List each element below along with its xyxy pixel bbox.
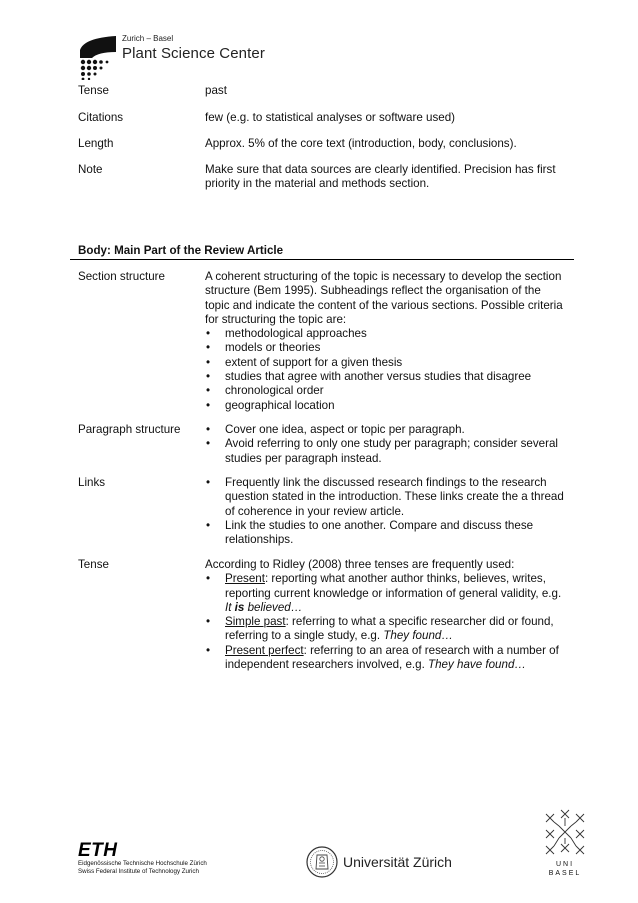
row-label: Tense xyxy=(78,84,109,97)
tense-term-simple-past: Simple past xyxy=(225,615,286,629)
row-content xyxy=(205,558,565,672)
tense-term-present: Present xyxy=(225,572,265,586)
bullet-icon: • xyxy=(206,384,211,398)
unibasel-logo xyxy=(542,808,592,878)
row-label: Section structure xyxy=(78,270,165,283)
list-item: • Present perfect: referring to an area of research with a number of independent researchers involved, e.g. They have found… xyxy=(206,643,559,672)
row-text: Make sure that data sources are clearly identified. Precision has first priority in the material and methods section. xyxy=(205,163,556,191)
psc-header-logo xyxy=(78,20,278,80)
bullet-icon: • xyxy=(206,327,211,341)
list-item: • Cover one idea, aspect or topic per paragraph. xyxy=(206,423,465,436)
tense-term-present-perfect: Present perfect xyxy=(225,643,304,657)
uzh-seal-icon xyxy=(306,846,338,878)
list-item: • geographical location xyxy=(206,398,335,412)
row-content xyxy=(205,270,565,413)
bullet-icon: • xyxy=(206,398,211,412)
list-item: • studies that agree with another versus studies that disagree xyxy=(206,370,532,384)
uzh-logo xyxy=(306,846,466,878)
row-label: Note xyxy=(78,163,103,176)
bullet-icon: • xyxy=(206,355,211,369)
psc-subtitle: Zurich – Basel xyxy=(122,34,174,43)
row-label: Length xyxy=(78,137,114,150)
eth-line-en: Swiss Federal Institute of Technology Zurich xyxy=(78,868,199,875)
row-label: Tense xyxy=(78,558,109,571)
row-content xyxy=(205,476,565,547)
eth-wordmark: ETH xyxy=(78,840,118,861)
row-text: few (e.g. to statistical analyses or software used) xyxy=(205,111,456,124)
list-item: • Link the studies to one another. Compare and discuss these relationships. xyxy=(206,518,534,547)
list-item: • Simple past: referring to what a specific researcher did or found, referring to a single study, e.g. They found… xyxy=(206,615,554,643)
bullet-icon: • xyxy=(206,341,211,355)
section-structure-intro: A coherent structuring of the topic is necessary to develop the section structure (Bem 1995). Subheadings reflect the organisation of the topic and indicate the content of the various sections. Possible criteria for structuring the topic are: xyxy=(205,270,563,326)
bullet-icon: • xyxy=(206,437,211,451)
bullet-icon: • xyxy=(206,476,211,489)
bullet-icon: • xyxy=(206,370,211,384)
list-item: • extent of support for a given thesis xyxy=(206,355,403,369)
row-content xyxy=(205,423,565,466)
psc-name: Plant Science Center xyxy=(122,45,265,62)
row-label: Citations xyxy=(78,111,124,124)
uzh-name: Universität Zürich xyxy=(343,854,452,870)
list-item: • chronological order xyxy=(206,384,324,398)
row-text: past xyxy=(205,84,227,97)
list-item: • Frequently link the discussed research findings to the research question stated in the introduction. These links create the a thread of coherence in your review article. xyxy=(206,476,564,518)
row-label: Paragraph structure xyxy=(78,423,181,436)
unibasel-basel: BASEL xyxy=(548,870,582,877)
section-title-body: Body: Main Part of the Review Article xyxy=(70,244,574,260)
row-text: Approx. 5% of the core text (introduction, body, conclusions). xyxy=(205,137,517,150)
list-item: • models or theories xyxy=(206,341,321,355)
eth-logo xyxy=(78,842,207,876)
list-item: • methodological approaches xyxy=(206,327,367,341)
bullet-icon: • xyxy=(206,643,211,657)
eth-line-de: Eidgenössische Technische Hochschule Zürich xyxy=(78,860,207,867)
bullet-icon: • xyxy=(206,518,211,532)
list-item: • Avoid referring to only one study per paragraph; consider several studies per paragraph instead. xyxy=(206,437,558,465)
bullet-icon: • xyxy=(206,572,211,586)
list-item: • Present: reporting what another author thinks, believes, writes, reporting current knowledge or information of general validity, e.g. It is believed… xyxy=(206,572,562,614)
bullet-icon: • xyxy=(206,615,211,629)
bullet-icon: • xyxy=(206,423,211,436)
unibasel-pattern-icon xyxy=(542,808,588,858)
psc-logo-icon xyxy=(78,36,118,80)
row-label: Links xyxy=(78,476,106,489)
tense-intro: According to Ridley (2008) three tenses are frequently used: xyxy=(205,558,515,571)
unibasel-uni: UNI xyxy=(555,861,575,868)
